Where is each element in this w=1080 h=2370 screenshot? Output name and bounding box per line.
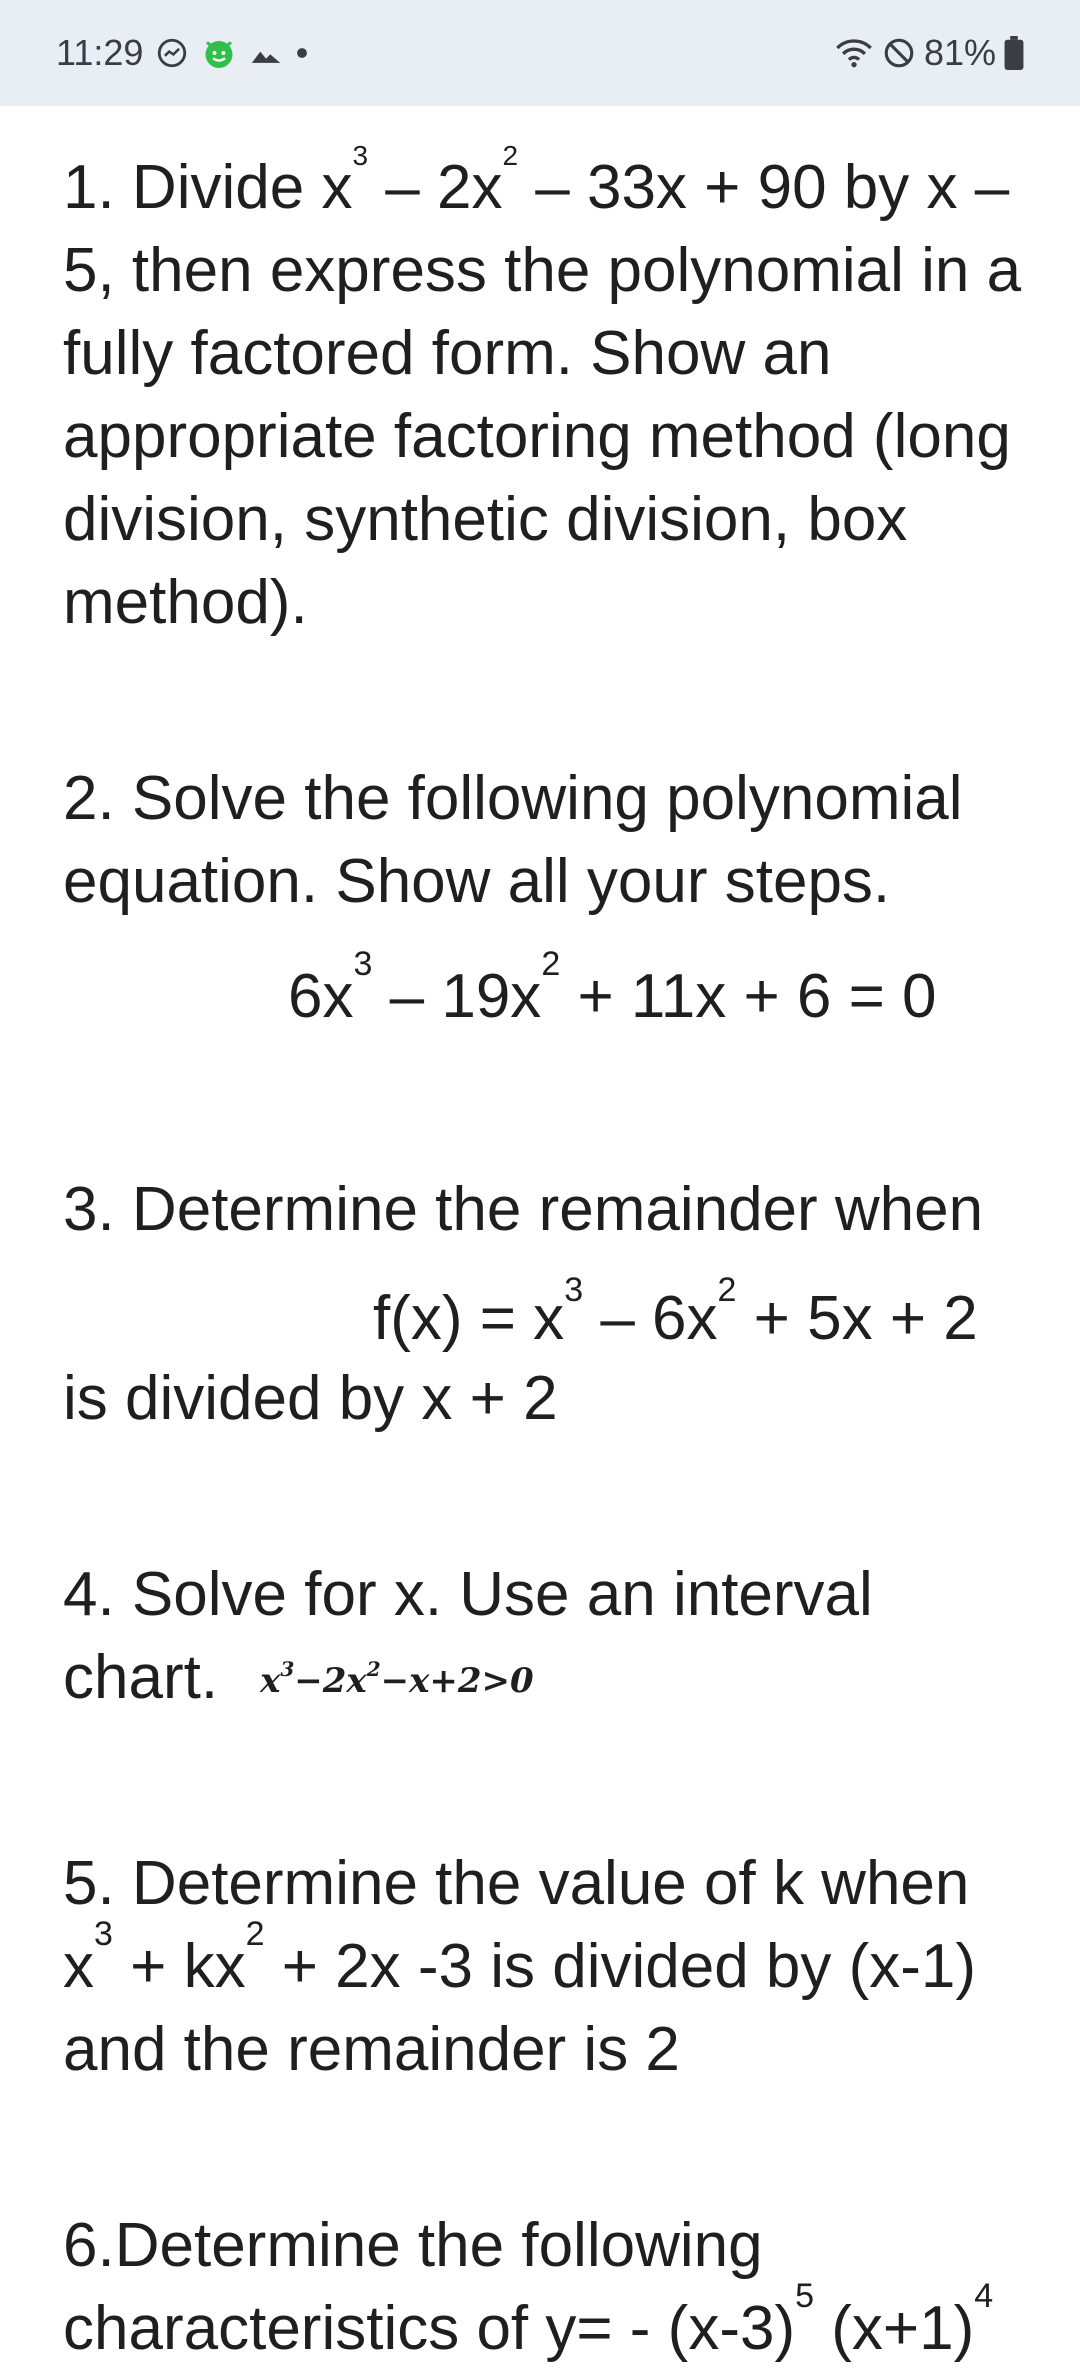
status-time: 11:29 xyxy=(56,32,144,73)
emoji-notification-icon xyxy=(201,35,237,71)
q4-inequality xyxy=(260,1657,534,1701)
spacer xyxy=(63,2091,1033,2204)
photos-icon xyxy=(249,38,283,68)
document-content xyxy=(63,140,1033,2370)
question-6 xyxy=(63,2204,1033,2370)
spacer xyxy=(63,644,1033,757)
q4-f-a: x xyxy=(260,1661,281,1701)
q4-f-exponent-2: 2 xyxy=(366,1657,381,1681)
messenger-icon xyxy=(155,36,189,70)
spacer xyxy=(63,1729,1033,1842)
q1-text-c: – 33x + 90 by x – 5, then express the polynomial in a fully factored form. Show an appropriate factoring method (long division, synthetic division, box method). xyxy=(63,153,1022,637)
status-left xyxy=(56,32,321,74)
dot-icon xyxy=(295,46,309,60)
q3-eq-part-c: + 5x + 2 xyxy=(736,1284,978,1353)
q5-exponent-1: 3 xyxy=(94,1915,113,1953)
q5-text-a: 5. Determine the value of k when x xyxy=(63,1849,970,2001)
q2-eq-part-c: + 11x + 6 = 0 xyxy=(560,962,937,1031)
spacer xyxy=(63,1038,1033,1168)
question-5 xyxy=(63,1842,1033,2091)
q2-eq-part-a: 6x xyxy=(288,962,354,1031)
q3-eq-part-a: f(x) = x xyxy=(373,1284,565,1353)
q4-f-b: −2x xyxy=(294,1661,367,1701)
q6-text-b: (x+1) xyxy=(814,2294,975,2363)
q1-text-a: 1. Divide x xyxy=(63,153,353,222)
q6-exponent-1: 5 xyxy=(795,2277,815,2315)
q3-equation xyxy=(63,1271,1033,1357)
do-not-disturb-icon xyxy=(882,36,916,70)
q1-text-b: – 2x xyxy=(368,153,503,222)
question-4 xyxy=(63,1553,1033,1729)
q4-f-c: −x+2>0 xyxy=(380,1661,534,1701)
question-3: 3. Determine the remainder when xyxy=(63,1175,984,1244)
q6-text-a: 6.Determine the following characteristics of y= - (x-3) xyxy=(63,2211,796,2363)
q3-eq-exponent-1: 3 xyxy=(564,1271,584,1309)
q2-eq-exponent-1: 3 xyxy=(353,945,373,983)
q3-tail: is divided by x + 2 xyxy=(63,1364,558,1433)
q5-text-b: + kx xyxy=(112,1932,246,2001)
q2-eq-exponent-2: 2 xyxy=(541,945,561,983)
q5-text-c: + 2x -3 is divided by (x-1) and the remainder is 2 xyxy=(63,1932,977,2084)
question-1 xyxy=(63,140,1033,644)
q3-eq-part-b: – 6x xyxy=(583,1284,718,1353)
q3-eq-exponent-2: 2 xyxy=(717,1271,737,1309)
battery-icon xyxy=(1004,36,1024,70)
battery-percent: 81% xyxy=(923,32,996,73)
status-bar xyxy=(0,0,1080,106)
q1-exponent-1: 3 xyxy=(352,140,369,171)
q5-exponent-2: 2 xyxy=(245,1915,265,1953)
status-right xyxy=(826,32,1024,74)
q2-eq-part-b: – 19x xyxy=(372,962,542,1031)
q2-equation xyxy=(63,945,1033,1038)
q4-f-exponent-1: 3 xyxy=(280,1657,295,1681)
q4-text: 4. Solve for x. Use an interval chart. xyxy=(63,1560,873,1712)
question-2: 2. Solve the following polynomial equation. Show all your steps. xyxy=(63,764,963,916)
q6-exponent-2: 4 xyxy=(974,2277,994,2315)
wifi-icon xyxy=(834,36,874,70)
spacer xyxy=(63,1440,1033,1553)
q1-exponent-2: 2 xyxy=(502,140,519,171)
